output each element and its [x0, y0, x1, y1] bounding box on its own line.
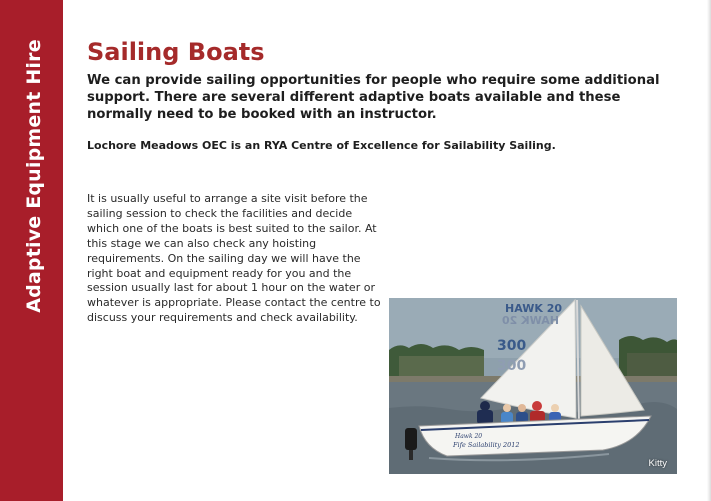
outboard-motor [405, 428, 417, 450]
distant-building [399, 356, 484, 378]
sail-brand-mirrored: HAWK 20 [501, 314, 559, 327]
page-title: Sailing Boats [87, 38, 265, 66]
sailing-boat-photo [389, 298, 677, 474]
centre-note: Lochore Meadows OEC is an RYA Centre of Excellence for Sailability Sailing. [87, 139, 556, 152]
hull-text: Fife Sailability 2012 [453, 441, 520, 449]
sidebar [0, 0, 63, 501]
body-paragraph: It is usually useful to arrange a site visit before the sailing session to check the facilities and decide which one of the boats is best suited to the sailor. At this stage we can also check any hoisting requirements. On the sailing day we will have the right boat and equipment ready for you and the session usually last for about 1 hour on the water or whatever is appropriate. Please contact the centre to discuss your requirements and check availability. [87, 192, 381, 325]
sail-number-mirrored: 300 [497, 358, 527, 374]
sail-number: 300 [497, 338, 527, 354]
photo-caption: Kitty [648, 458, 667, 469]
page-edge-shadow [707, 0, 711, 501]
sail-brand: HAWK 20 [505, 302, 563, 315]
person-3 [518, 404, 526, 412]
sidebar-title: Adaptive Equipment Hire [23, 39, 45, 313]
boat-illustration [389, 298, 677, 474]
person-1 [480, 401, 490, 411]
person-2 [503, 404, 511, 412]
distant-building-right [627, 353, 677, 377]
person-4 [532, 401, 542, 411]
intro-paragraph: We can provide sailing opportunities for people who require some additional support. There are several different adaptive boats available and these normally need to be booked with an instructor. [87, 73, 660, 122]
hull-name: Hawk 20 [455, 433, 483, 440]
person-5 [551, 404, 559, 412]
